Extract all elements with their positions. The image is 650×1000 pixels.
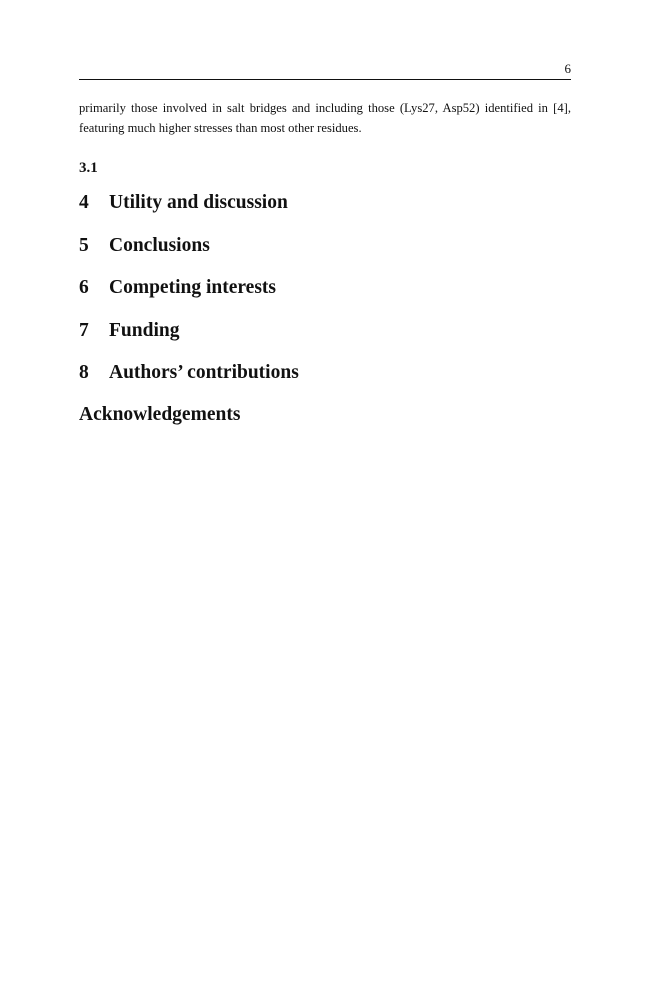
section-title: Competing interests [109,277,276,298]
section-number: 8 [79,362,89,383]
section-heading-conclusions [79,234,210,258]
section-number: 7 [79,320,89,341]
section-title: Conclusions [109,235,210,256]
body-paragraph: primarily those involved in salt bridges and including those (Lys27, Asp52) identified in [4], featuring much higher stresses than most other residues. [79,101,571,135]
subsection-heading: 3.1 [79,160,98,176]
acknowledgements-heading: Acknowledgements [79,404,241,425]
page-number: 6 [564,61,571,76]
section-number: 6 [79,277,89,298]
section-title: Authors’ contributions [109,362,299,383]
section-title: Utility and discussion [109,192,288,213]
header-rule [79,79,571,80]
section-heading-funding [79,319,179,343]
section-heading-utility [79,191,288,215]
section-number: 5 [79,235,89,256]
section-number: 4 [79,192,89,213]
section-heading-authors-contributions [79,361,299,385]
section-heading-competing-interests [79,276,276,300]
section-title: Funding [109,320,180,341]
